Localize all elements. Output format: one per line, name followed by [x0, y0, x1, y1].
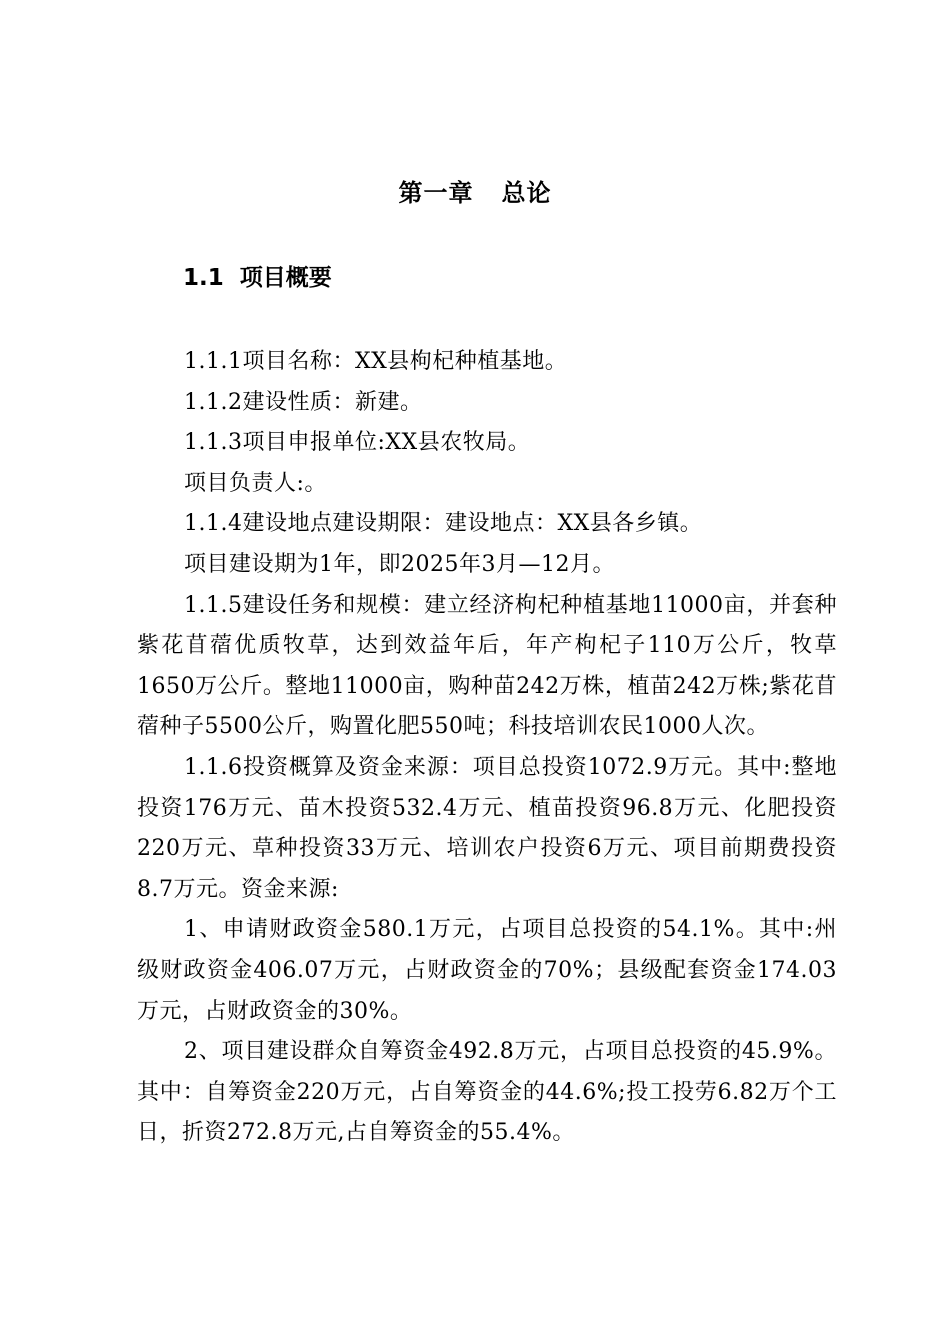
- paragraph-location: 1.1.4建设地点建设期限：建设地点：XX县各乡镇。: [184, 511, 703, 537]
- section-title: 1.1 项目概要: [183, 265, 332, 291]
- paragraph-project-leader: 项目负责人:。: [184, 470, 327, 496]
- paragraph-period: 项目建设期为1年，即2025年3月—12月。: [184, 551, 615, 577]
- paragraph-investment: 1.1.6投资概算及资金来源：项目总投资1072.9万元。其中:整地投资176万元、苗木投资532.4万元、植苗投资96.8万元、化肥投资220万元、草种投资33万元、培训农户投资6万元、项目前期费投资8.7万元。资金来源:: [137, 754, 837, 902]
- paragraph-fiscal-funds: 1、申请财政资金580.1万元，占项目总投资的54.1%。其中:州级财政资金406.07万元，占财政资金的70%；县级配套资金174.03万元，占财政资金的30%。: [137, 917, 837, 1024]
- paragraph-project-name: 1.1.1项目名称：XX县枸杞种植基地。: [184, 349, 568, 374]
- chapter-title: 第一章 总论: [398, 179, 552, 207]
- paragraph-self-raised-funds: 2、项目建设群众自筹资金492.8万元，占项目总投资的45.9%。其中：自筹资金220万元，占自筹资金的44.6%;投工投劳6.82万个工日，折资272.8万元,占自筹资金的55.4%。: [137, 1039, 837, 1146]
- paragraph-construction-nature: 1.1.2建设性质：新建。: [184, 389, 423, 415]
- paragraph-scale: 1.1.5建设任务和规模：建立经济枸杞种植基地11000亩，并套种紫花苜蓿优质牧草，达到效益年后，年产枸杞子110万公斤，牧草1650万公斤。整地11000亩，购种苗242万株，植苗242万株;紫花苜蓿种子5500公斤，购置化肥550吨；科技培训农民1000人次。: [137, 592, 837, 740]
- paragraph-applicant: 1.1.3项目申报单位:XX县农牧局。: [184, 430, 531, 456]
- document-body: [137, 342, 837, 1154]
